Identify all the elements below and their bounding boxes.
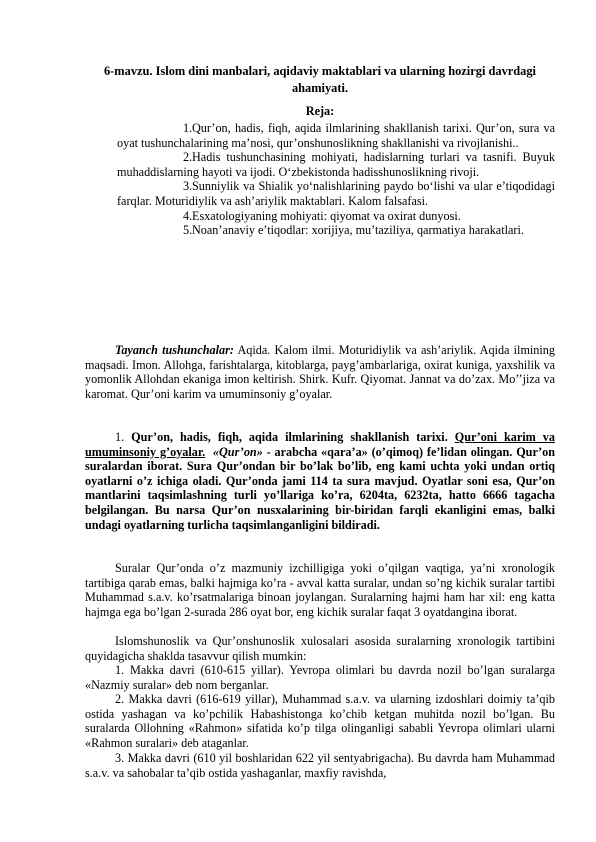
section-number: 1. <box>115 430 132 444</box>
paragraph: 2. Makka davri (616-619 yillar), Muhammad s.a.v. va ularning izdoshlari doimiy ta’qib ostida yashagan va ko’pchilik Habashistonga ko’chib ketgan muhitda nozil bo’lgan. Bu suralarda Ollohning «Rahmon» sifatida ko’p tilga olinganligi sababli Yevropa olimlari ularni «Rahmon suralari» deb ataganlar. <box>85 692 555 750</box>
plan-item-text: Sunniylik va Shialik yo‘nalishlarining paydo bo‘lishi va ular e’tiqodidagi farqlar. Moturidiylik va ash’ariylik maktablari. Kalom falsafasi. <box>117 179 555 208</box>
plan-item-number: 5. <box>183 223 193 238</box>
paragraph: 1. Makka davri (610-615 yillar). Yevropa olimlari bu davrda nozil bo’lgan suralarga «Nazmiy suralar» deb nom berganlar. <box>85 663 555 692</box>
paragraph: Suralar Qur’onda o’z mazmuniy izchilligiga yoki o’qilgan vaqtiga, ya’ni xronologik tartibiga qarab emas, balki hajmiga ko’ra - avval katta suralar, undan so’ng kichik suralar tartibi Muhammad s.a.v. ko’rsatmalariga binoan joylangan. Suralarning hajmi ham har xil: eng katta hajmga ega bo’lgan 2-surada 286 oyat bor, eng kichik suralar faqat 3 oyatdangina iborat. <box>85 561 555 619</box>
paragraph: 3. Makka davri (610 yil boshlaridan 622 yil sentyabrigacha). Bu davrda ham Muhammad s.a.v. va sahobalar ta’qib ostida yashaganlar, maxfiy ravishda, <box>85 751 555 780</box>
plan-item-number: 1. <box>183 121 193 135</box>
plan-item-text: Noan’anaviy e’tiqodlar: xorijiya, mu’taziliya, qarmatiya harakatlari. <box>192 223 524 238</box>
plan-item-number: 3. <box>183 179 193 194</box>
paragraph: Islomshunoslik va Qur’onshunoslik xulosalari asosida suralarning xronologik tartibini quyidagicha shaklda tasavvur qilish mumkin: <box>85 634 555 663</box>
plan-item <box>117 209 555 224</box>
plan-item-text: Qur’on, hadis, fiqh, aqida ilmlarining shakllanish tarixi. Qur’on, sura va oyat tushunchalarining ma’nosi, qur’onshunoslikning shakllanishi va rivojlanishi.. <box>117 121 555 150</box>
keywords-text: Aqida. Kalom ilmi. Moturidiylik va ash’ariylik. Aqida ilmining maqsadi. Imon. Allohga, farishtalarga, kitoblarga, payg’ambarlariga, oxirat kuniga, yaxshilik va yomonlik Allohdan ekaniga imon keltirish. Shirk. Kufr. Qiyomat. Jannat va do’zax. Mo’’jiza va karomat. Qur’oni karim va umuminsoniy g’oyalar. <box>85 343 555 401</box>
plan-item <box>117 223 555 238</box>
plan-heading: Reja: <box>305 104 335 118</box>
section-intro-text: - arabcha «qara’a» (o’qimoq) fe’lidan olingan. Qur’on suralardan iborat. Sura Qur’ondan bir bo’lak bo’lib, eng kami uchta yoki undan ortiq oyatlarni o’z ichiga oladi. Qur’onda jami 114 ta sura mavjud. Oyatlar soni esa, Qur’on mantlarini taqsimlashning turli yo’llariga ko’ra, 6204ta, 6232ta, hatto 6666 tagacha belgilangan. Bu narsa Qur’on nusxalarining bir-biridan farqli ekanligini emas, balki undagi oyatlarning turlicha taqsimlanganligini bildiradi. <box>85 444 556 532</box>
plan-item <box>117 121 555 150</box>
plan-item-text: Hadis tushunchasining mohiyati, hadislarning turlari va tasnifi. Buyuk muhaddislarning hayoti va ijodi. O‘zbekistonda hadisshunoslikning rivoji. <box>117 150 555 179</box>
document-title: 6-mavzu. Islom dini manbalari, aqidaviy maktablari va ularning hozirgi davrdagi ahamiyati. <box>103 64 536 95</box>
section-1-intro <box>85 430 555 532</box>
section-heading-underlined: Qur’oni karim va umuminsoniy g’oyalar. <box>85 430 555 459</box>
section-heading: Qur’on, hadis, fiqh, aqida ilmlarining shakllanish tarixi. <box>131 430 448 444</box>
plan-list <box>117 121 555 238</box>
plan-item-number: 2. <box>183 150 193 165</box>
term-quran: «Qur’on» <box>212 444 263 459</box>
plan-item-number: 4. <box>183 208 193 223</box>
plan-item <box>117 179 555 208</box>
keywords-paragraph <box>85 343 555 401</box>
plan-item-text: Esxatologiyaning mohiyati: qiyomat va oxirat dunyosi. <box>192 208 461 223</box>
keywords-label: Tayanch tushunchalar: <box>115 343 234 357</box>
plan-item <box>117 150 555 179</box>
